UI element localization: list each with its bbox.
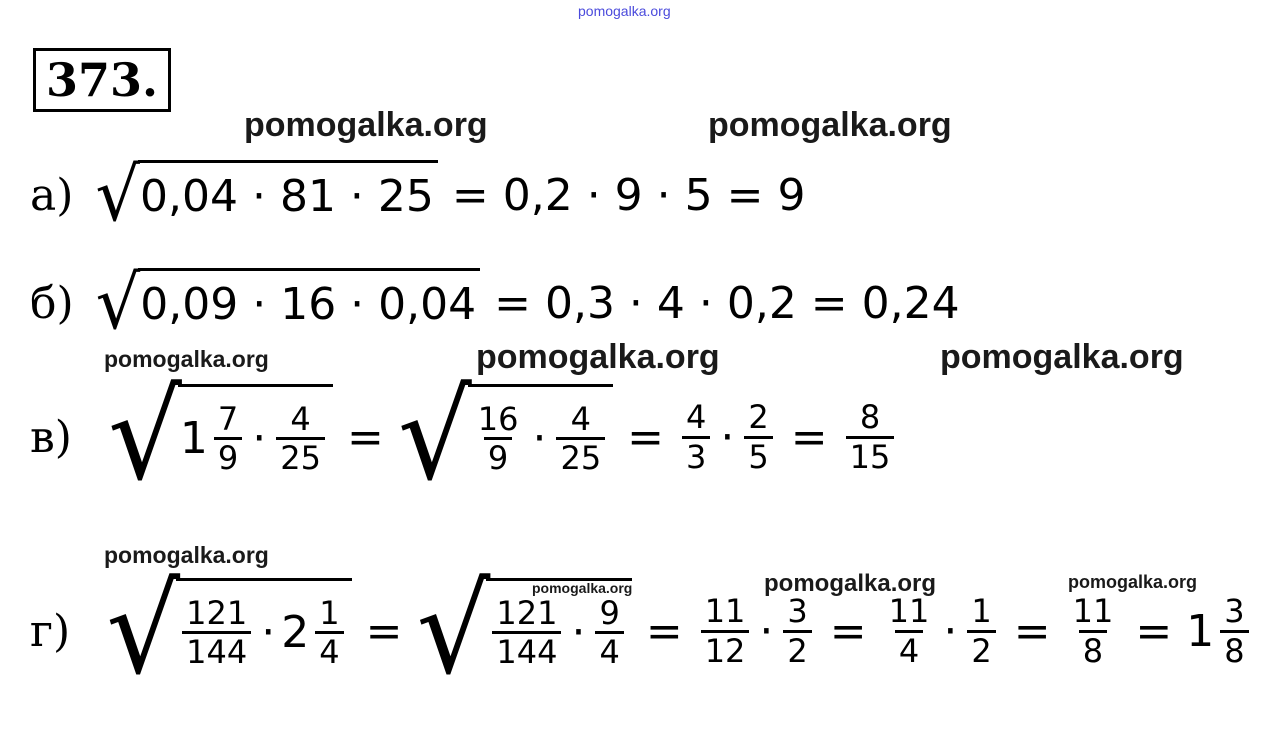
- denominator: 144: [182, 631, 251, 671]
- fraction: [846, 399, 895, 476]
- watermark: pomogalka.org: [104, 542, 269, 568]
- fraction: [682, 399, 710, 476]
- denominator: 8: [1079, 630, 1107, 670]
- numerator: 8: [859, 398, 881, 437]
- radical-sign: √: [95, 259, 141, 347]
- fraction: [967, 593, 995, 670]
- fraction: [214, 401, 242, 478]
- denominator: 3: [682, 436, 710, 476]
- sqrt: [107, 365, 333, 508]
- dot-operator: ·: [571, 607, 586, 659]
- numerator: 121: [186, 593, 248, 632]
- fraction: [276, 401, 325, 478]
- row-b: [30, 259, 974, 347]
- equals-sign: =: [1135, 605, 1173, 657]
- watermark: pomogalka.org: [104, 346, 269, 372]
- numerator: 11: [1072, 592, 1114, 631]
- watermark: pomogalka.org: [532, 580, 633, 596]
- numerator: 4: [290, 399, 311, 438]
- equals-sign: =: [790, 411, 828, 463]
- dot-operator: ·: [943, 605, 958, 657]
- fraction: [885, 593, 934, 670]
- sqrt: [397, 365, 613, 508]
- fraction: [315, 595, 343, 672]
- denominator: 25: [556, 437, 605, 477]
- numerator: 1: [319, 593, 340, 632]
- numerator: 4: [686, 398, 707, 437]
- sqrt: [106, 559, 351, 702]
- row-label: а): [30, 169, 74, 221]
- fraction: [701, 593, 750, 670]
- radical-sign: √: [95, 151, 141, 239]
- radicand: [486, 578, 631, 685]
- denominator: 4: [315, 631, 343, 671]
- row-v: [30, 365, 898, 508]
- fraction: [783, 593, 811, 670]
- problem-number: 373.: [33, 48, 171, 112]
- equals-sign: =: [829, 605, 867, 657]
- denominator: 12: [701, 630, 750, 670]
- fraction: [182, 595, 251, 672]
- sqrt: [95, 259, 480, 347]
- row-a: [30, 151, 819, 239]
- radicand: 0,09 · 16 · 0,04: [138, 268, 480, 338]
- equals-sign: =: [346, 411, 384, 463]
- numerator: 7: [217, 399, 239, 438]
- fraction: [492, 595, 561, 672]
- numerator: 4: [570, 399, 591, 438]
- row-label: г): [30, 605, 71, 657]
- radical-sign: √: [416, 559, 491, 702]
- watermark: pomogalka.org: [1068, 572, 1198, 592]
- denominator: 2: [967, 630, 995, 670]
- fraction: [474, 401, 523, 478]
- denominator: 2: [783, 630, 811, 670]
- denominator: 25: [276, 437, 325, 477]
- equals-sign: =: [365, 605, 403, 657]
- denominator: 5: [744, 436, 772, 476]
- mixed-whole: 2: [281, 607, 310, 659]
- row-label: в): [30, 411, 72, 463]
- equals-sign: =: [1013, 605, 1051, 657]
- denominator: 8: [1220, 630, 1248, 670]
- watermark-top: pomogalka.org: [578, 3, 671, 19]
- numerator: 2: [748, 398, 769, 437]
- sqrt: [95, 151, 437, 239]
- numerator: 11: [704, 592, 746, 631]
- radicand: 0,04 · 81 · 25: [138, 160, 438, 230]
- watermark: pomogalka.org: [764, 570, 937, 597]
- dot-operator: ·: [252, 413, 267, 465]
- numerator: 121: [496, 593, 558, 632]
- watermark: pomogalka.org: [940, 338, 1184, 376]
- numerator: 16: [477, 399, 519, 438]
- equals-sign: =: [627, 411, 665, 463]
- denominator: 4: [595, 631, 623, 671]
- result: = 0,2 · 9 · 5 = 9: [451, 169, 806, 221]
- numerator: 9: [599, 593, 620, 632]
- watermark: pomogalka.org: [476, 338, 720, 376]
- fraction: [595, 595, 623, 672]
- radicand: [176, 578, 351, 685]
- radicand: [468, 384, 613, 491]
- mixed-whole: 1: [1186, 605, 1215, 657]
- denominator: 144: [492, 631, 561, 671]
- row-g: [30, 559, 1253, 702]
- dot-operator: ·: [759, 605, 774, 657]
- dot-operator: ·: [261, 607, 276, 659]
- fraction: [744, 399, 772, 476]
- radicand: [178, 384, 333, 491]
- equals-sign: =: [645, 605, 683, 657]
- numerator: 11: [888, 592, 930, 631]
- watermark: pomogalka.org: [244, 106, 488, 144]
- dot-operator: ·: [532, 413, 547, 465]
- dot-operator: ·: [720, 411, 735, 463]
- numerator: 1: [971, 592, 992, 631]
- watermark: pomogalka.org: [708, 106, 952, 144]
- numerator: 3: [1224, 592, 1245, 631]
- fraction: [556, 401, 605, 478]
- denominator: 9: [484, 437, 512, 477]
- radical-sign: √: [107, 365, 182, 508]
- denominator: 15: [846, 436, 895, 476]
- denominator: 9: [214, 437, 242, 477]
- mixed-whole: 1: [179, 413, 208, 465]
- row-label: б): [30, 277, 74, 329]
- denominator: 4: [895, 630, 923, 670]
- result: = 0,3 · 4 · 0,2 = 0,24: [494, 277, 960, 329]
- fraction: [1220, 593, 1248, 670]
- sqrt: [416, 559, 631, 702]
- radical-sign: √: [397, 365, 472, 508]
- numerator: 3: [787, 592, 808, 631]
- radical-sign: √: [106, 559, 181, 702]
- fraction: [1069, 593, 1118, 670]
